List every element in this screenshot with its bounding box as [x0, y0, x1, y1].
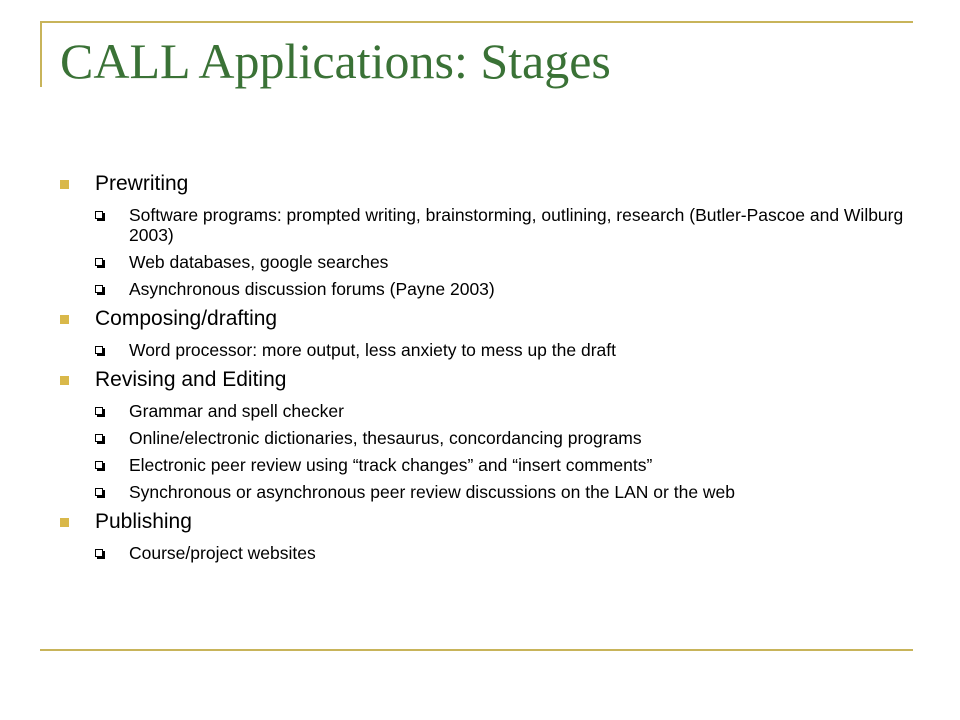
- list-item-text: Synchronous or asynchronous peer review discussions on the LAN or the web: [129, 482, 736, 502]
- slide-title: CALL Applications: Stages: [60, 33, 611, 89]
- section-heading: Publishing: [95, 510, 192, 533]
- hollow-square-bullet-icon: [95, 488, 103, 496]
- hollow-square-bullet-icon: [95, 434, 103, 442]
- hollow-square-bullet-icon: [95, 285, 103, 293]
- slide-content: [60, 170, 910, 567]
- list-item-text: Software programs: prompted writing, brainstorming, outlining, research (Butler-Pascoe and Wilburg 2003): [129, 205, 904, 245]
- list-item-text: Online/electronic dictionaries, thesaurus, concordancing programs: [129, 428, 642, 448]
- square-bullet-icon: [60, 315, 69, 324]
- list-item: [95, 205, 910, 245]
- list-item: [95, 428, 910, 448]
- list-item-text: Course/project websites: [129, 543, 316, 563]
- section-prewriting: [60, 170, 910, 198]
- hollow-square-bullet-icon: [95, 407, 103, 415]
- section-heading: Composing/drafting: [95, 307, 278, 330]
- square-bullet-icon: [60, 180, 69, 189]
- square-bullet-icon: [60, 518, 69, 527]
- list-item: [95, 252, 910, 272]
- left-border-rule: [40, 21, 42, 87]
- section-revising: [60, 366, 910, 394]
- list-item: [95, 279, 910, 299]
- hollow-square-bullet-icon: [95, 346, 103, 354]
- list-item: [95, 455, 910, 475]
- bottom-border-rule: [40, 649, 913, 651]
- section-heading: Prewriting: [95, 172, 189, 195]
- list-item: [95, 543, 910, 563]
- hollow-square-bullet-icon: [95, 258, 103, 266]
- list-item-text: Word processor: more output, less anxiety to mess up the draft: [129, 340, 616, 360]
- hollow-square-bullet-icon: [95, 211, 103, 219]
- list-item: [95, 340, 910, 360]
- list-item: [95, 482, 910, 502]
- list-item-text: Grammar and spell checker: [129, 401, 344, 421]
- list-item-text: Asynchronous discussion forums (Payne 2003): [129, 279, 495, 299]
- section-composing: [60, 305, 910, 333]
- section-publishing: [60, 508, 910, 536]
- square-bullet-icon: [60, 376, 69, 385]
- list-item-text: Electronic peer review using “track changes” and “insert comments”: [129, 455, 653, 475]
- hollow-square-bullet-icon: [95, 461, 103, 469]
- list-item: [95, 401, 910, 421]
- list-item-text: Web databases, google searches: [129, 252, 389, 272]
- hollow-square-bullet-icon: [95, 549, 103, 557]
- section-heading: Revising and Editing: [95, 368, 287, 391]
- top-border-rule: [40, 21, 913, 23]
